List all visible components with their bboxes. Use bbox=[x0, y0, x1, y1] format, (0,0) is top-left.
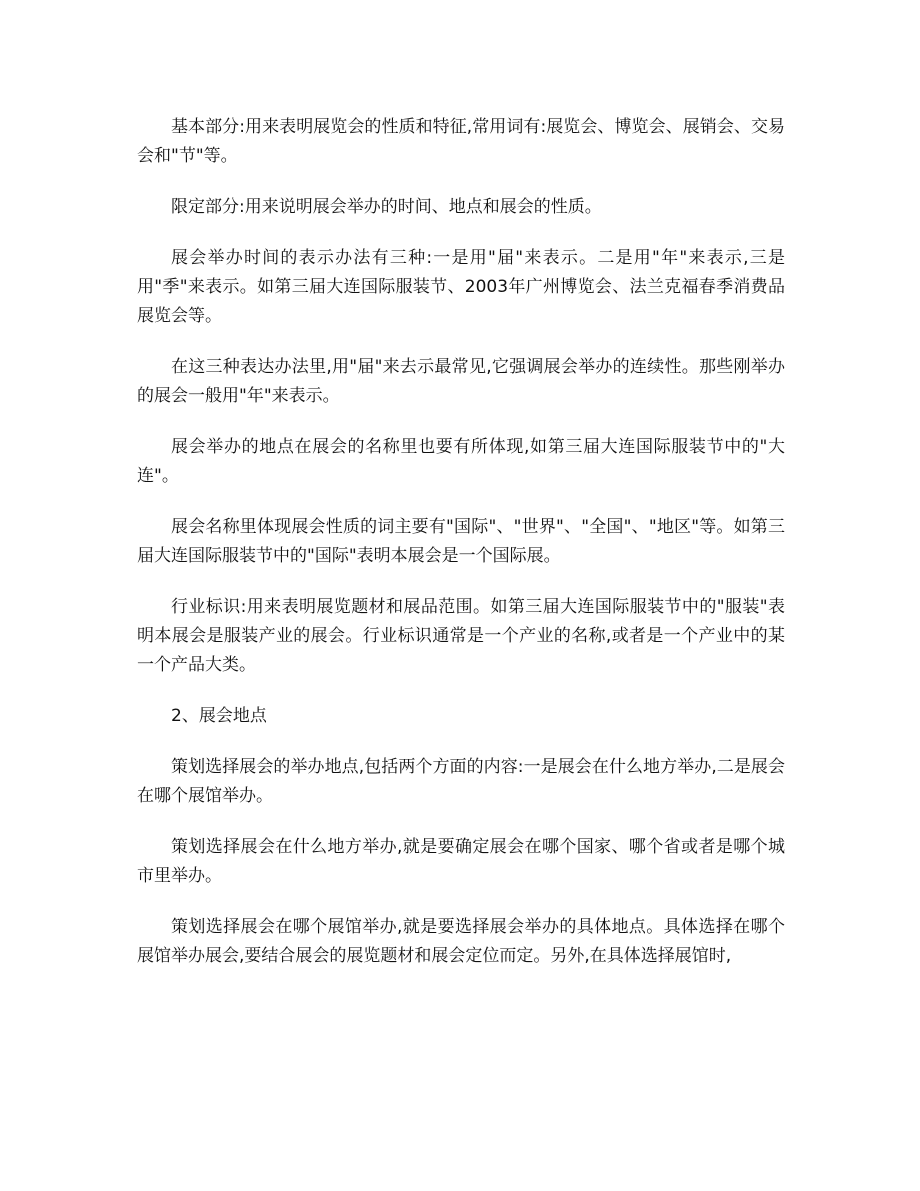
paragraph-location-planning: 策划选择展会的举办地点,包括两个方面的内容:一是展会在什么地方举办,二是展会在哪个展馆举办。 bbox=[137, 757, 785, 806]
paragraph-time-expression: 展会举办时间的表示办法有三种:一是用"届"来表示。二是用"年"来表示,三是用"季"来表示。如第三届大连国际服装节、2003年广州博览会、法兰克福春季消费品展览会等。 bbox=[137, 248, 785, 326]
section-heading-exhibition-location: 2、展会地点 bbox=[171, 706, 267, 726]
paragraph-basic-part: 基本部分:用来表明展览会的性质和特征,常用词有:展览会、博览会、展销会、交易会和"节"等。 bbox=[137, 117, 785, 166]
paragraph-venue-in-name: 展会举办的地点在展会的名称里也要有所体现,如第三届大连国际服装节中的"大连"。 bbox=[137, 437, 785, 486]
paragraph-industry-identifier: 行业标识:用来表明展览题材和展品范围。如第三届大连国际服装节中的"服装"表明本展会是服装产业的展会。行业标识通常是一个产业的名称,或者是一个产业中的某一个产品大类。 bbox=[137, 597, 785, 675]
paragraph-nature-words: 展会名称里体现展会性质的词主要有"国际"、"世界"、"全国"、"地区"等。如第三届大连国际服装节中的"国际"表明本展会是一个国际展。 bbox=[137, 517, 785, 566]
paragraph-expression-methods: 在这三种表达办法里,用"届"来去示最常见,它强调展会举办的连续性。那些刚举办的展会一般用"年"来表示。 bbox=[137, 357, 785, 406]
paragraph-where-to-hold: 策划选择展会在什么地方举办,就是要确定展会在哪个国家、哪个省或者是哪个城市里举办。 bbox=[137, 837, 785, 886]
paragraph-which-venue: 策划选择展会在哪个展馆举办,就是要选择展会举办的具体地点。具体选择在哪个展馆举办展会,要结合展会的展览题材和展会定位而定。另外,在具体选择展馆时, bbox=[137, 917, 785, 966]
document-body bbox=[137, 113, 785, 993]
paragraph-limited-part: 限定部分:用来说明展会举办的时间、地点和展会的性质。 bbox=[171, 197, 602, 217]
